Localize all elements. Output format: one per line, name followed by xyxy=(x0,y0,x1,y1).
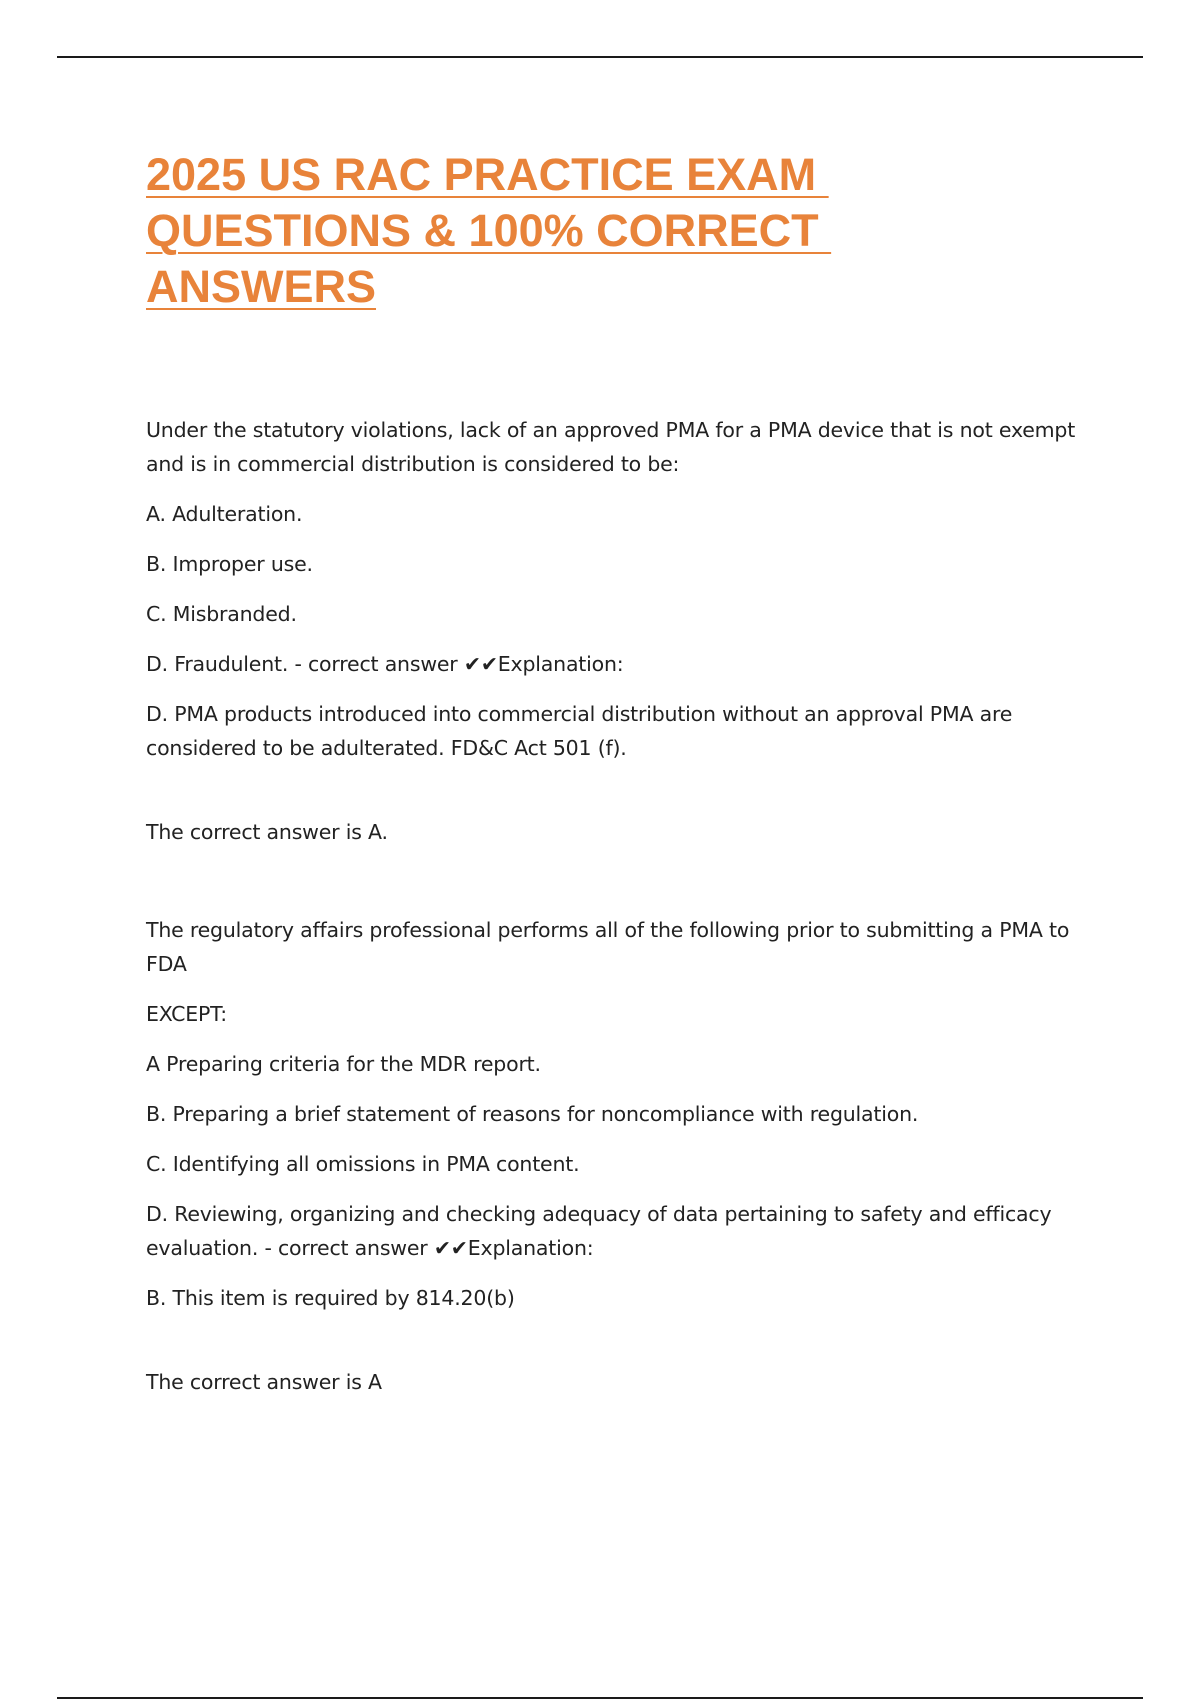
question-1-option-c: C. Misbranded. xyxy=(146,602,297,626)
question-2-stem-suffix: EXCEPT: xyxy=(146,1002,227,1026)
question-1-stem: Under the statutory violations, lack of an approved PMA for a PMA device that is not exempt and is in commercial distribution is considered to be: xyxy=(146,418,1076,476)
question-1-answer: The correct answer is A. xyxy=(146,820,388,844)
question-2-option-d: D. Reviewing, organizing and checking adequacy of data pertaining to safety and efficacy evaluation. - correct answer ✔✔Explanation: xyxy=(146,1202,1052,1260)
question-2-option-a: A Preparing criteria for the MDR report. xyxy=(146,1052,541,1076)
question-1-explanation: D. PMA products introduced into commercial distribution without an approval PMA are considered to be adulterated. FD&C Act 501 (f). xyxy=(146,702,1013,760)
question-2-stem: The regulatory affairs professional performs all of the following prior to submitting a PMA to FDA xyxy=(146,918,1070,976)
header-rule xyxy=(57,56,1143,58)
question-2-answer: The correct answer is A xyxy=(146,1370,382,1394)
title-line-3: ANSWERS xyxy=(146,261,377,312)
title-line-2: QUESTIONS & 100% CORRECT xyxy=(146,205,832,256)
question-2-option-c: C. Identifying all omissions in PMA content. xyxy=(146,1152,580,1176)
question-2-explanation: B. This item is required by 814.20(b) xyxy=(146,1286,515,1310)
document-title xyxy=(146,147,906,315)
title-line-1: 2025 US RAC PRACTICE EXAM xyxy=(146,149,829,200)
document-body xyxy=(146,413,1081,1415)
question-1-option-a: A. Adulteration. xyxy=(146,502,303,526)
question-2-option-b: B. Preparing a brief statement of reasons for noncompliance with regulation. xyxy=(146,1102,919,1126)
question-1-option-b: B. Improper use. xyxy=(146,552,313,576)
question-1-option-d: D. Fraudulent. - correct answer ✔✔Explanation: xyxy=(146,652,624,676)
footer-rule xyxy=(57,1697,1143,1699)
